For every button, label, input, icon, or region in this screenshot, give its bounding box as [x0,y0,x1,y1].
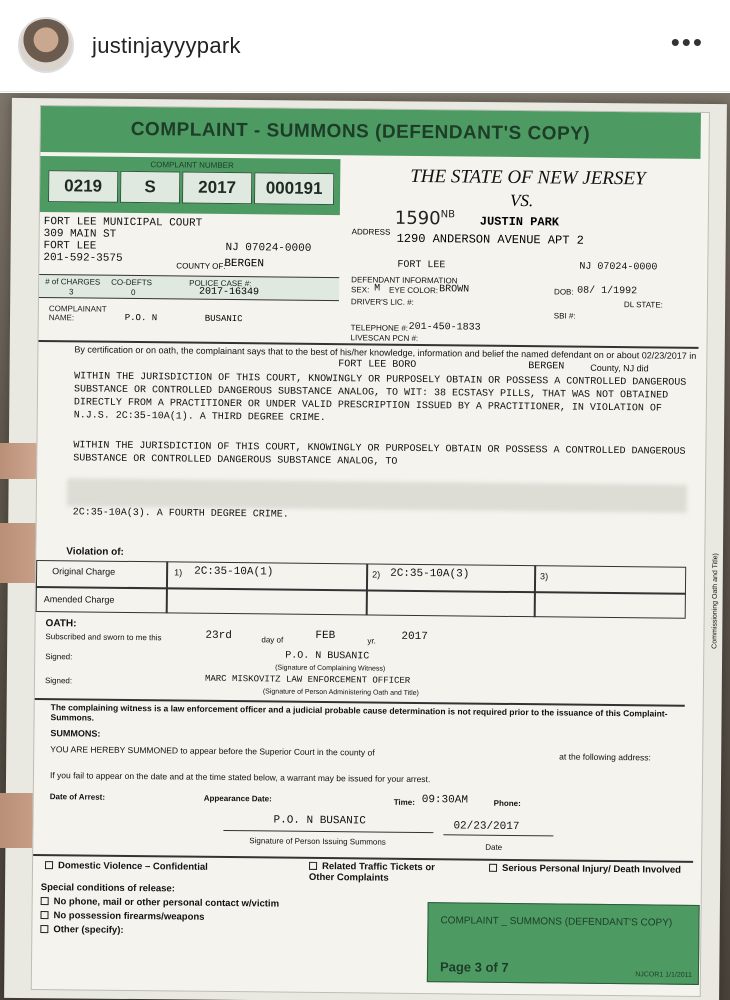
summons-label: SUMMONS: [50,728,101,739]
date-caption: Date [485,842,503,852]
charges-count: 3 [68,287,74,297]
codefts-label: CO-DEFTS [111,277,153,288]
phone-label: Phone: [493,798,521,809]
year: 2017 [182,171,252,204]
checkbox[interactable] [40,912,48,920]
condition-no-contact[interactable]: No phone, mail or other personal contact w/victim [41,896,280,909]
summons-text: YOU ARE HEREBY SUMMONED to appear before the Superior Court in the county of [50,744,375,758]
page-number: Page 3 of 7 [439,959,509,975]
condition-no-firearms[interactable]: No possession firearms/weapons [40,910,204,923]
charge-text-3: 2C:35-10A(3). A FOURTH DEGREE CRIME. [72,507,289,521]
date-line [443,834,553,836]
time-label: Time: [393,797,415,807]
witness-caption: (Signature of Complaining Witness) [275,664,386,673]
appearance-date-label: Appearance Date: [203,793,272,804]
username[interactable]: justinjayyypark [92,33,241,58]
oath-label: OATH: [45,618,77,630]
issuer-caption: Signature of Person Issuing Summons [249,836,386,847]
original-charge-label: Original Charge [52,566,116,577]
side-caption: Commissioning Oath and Title) [711,553,720,649]
issue-date: 02/23/2017 [453,820,520,834]
state-title: THE STATE OF NEW JERSEY [410,165,646,190]
footer-banner [427,902,700,985]
complaint-summons-form [31,105,720,997]
court-code: 0219 [48,170,118,203]
codefts-value: 0 [130,287,136,298]
checkbox[interactable] [40,926,48,934]
defendant-address: 1290 ANDERSON AVENUE APT 2 [396,231,584,248]
police-case-value: 2017-16349 [198,286,260,299]
court-city: FORT LEE NJ 07024-0000 [43,240,312,255]
defendant-info-label: DEFENDANT INFORMATION [351,275,458,286]
avatar[interactable] [18,17,74,73]
charge-3-num: 3) [540,571,549,582]
form-code: NJCOR1 1/1/2011 [635,971,692,979]
address-text: at the following address: [559,751,651,763]
telephone-value: 201-450-1833 [408,321,481,334]
violation-label: Violation of: [66,546,124,558]
versus: VS. [509,190,534,211]
court-name: FORT LEE MUNICIPAL COURT [43,216,203,230]
checkbox[interactable] [309,862,317,870]
county-suffix: County, NJ did [590,362,649,374]
condition-other[interactable]: Other (specify): [40,924,123,936]
warrant-warning: If you fail to appear on the date and at the time stated below, a warrant may be issued for your arrest. [49,770,431,785]
telephone-label: TELEPHONE #: [350,323,409,333]
location: FORT LEE BORO [338,359,417,371]
day-of-label: day of [261,635,284,645]
sex-value: M [374,283,381,295]
special-conditions-label: Special conditions of release: [40,882,175,895]
post-header [0,0,730,92]
traffic-checkbox[interactable]: Related Traffic Tickets or Other Complaints [308,860,435,884]
complainant-row [39,300,339,331]
complaint-number-label: COMPLAINT NUMBER [150,160,234,171]
sbi-label: SBI #: [553,311,576,321]
handwritten-address-number: $1590^{NB}$ [394,207,456,230]
defendant-city: FORT LEE [397,259,446,272]
date-of-arrest-label: Date of Arrest: [49,792,106,802]
officer-signature: MARC MISKOVITZ LAW ENFORCEMENT OFFICER [204,673,411,686]
address-label: ADDRESS [351,227,391,237]
county-value: BERGEN [224,257,265,271]
appearance-time: 09:30AM [421,794,469,807]
checkbox[interactable] [489,864,497,872]
injury-checkbox[interactable]: Serious Personal Injury/ Death Involved [489,863,699,876]
checkbox[interactable] [41,898,49,906]
footer-title: COMPLAINT _ SUMMONS (DEFENDANT'S COPY) [440,915,673,929]
form-title: COMPLAINT - SUMMONS (DEFENDANT'S COPY) [130,118,591,145]
dv-checkbox[interactable]: Domestic Violence – Confidential [45,860,208,873]
signed-label: Signed: [45,652,73,662]
court-street: 309 MAIN ST [43,228,117,241]
charges-row [39,274,339,301]
signed-label-2: Signed: [44,676,73,686]
court-phone: 201-592-3575 [43,252,123,265]
probable-cause-notice: The complaining witness is a law enforcement officer and a judicial probable cause determination is not required prior to the issuance of this Complaint-Summons. [50,702,668,723]
checkbox[interactable] [45,862,53,870]
oath-year: 2017 [401,630,428,644]
drivers-license-label: DRIVER'S LIC. #: [350,297,414,307]
charge-2: 2C:35-10A(3) [390,567,470,581]
complainant-label: COMPLAINANT NAME: [48,304,107,323]
charge-1-num: 1) [174,567,183,578]
oath-month: FEB [315,629,336,643]
livescan-label: LIVESCAN PCN #: [350,333,419,343]
witness-signature: P.O. N BUSANIC [285,650,370,663]
oath-day: 23rd [205,629,232,643]
charge-1: 2C:35-10A(1) [194,565,274,579]
county-name: BERGEN [528,361,565,373]
title-banner [41,106,701,159]
complainant-name-a: P.O. N [124,312,158,324]
sex-label: SEX: [351,285,370,295]
defendant-state-zip: NJ 07024-0000 [579,261,658,274]
complainant-name-b: BUSANIC [204,313,243,325]
dl-state-label: DL STATE: [623,300,663,310]
complaint-number-block [40,156,341,215]
more-horizontal-icon[interactable]: ••• [670,27,704,57]
dob-value: 08/ 1/1992 [577,285,638,298]
amended-charge-label: Amended Charge [43,594,115,605]
certification-text: By certification or on oath, the complainant says that to the best of his/her knowledge, information and belief the named defendant on or about 02/23/2017 in [74,344,697,361]
charges-count-label: # of CHARGES [45,277,101,287]
eye-color-label: EYE COLOR: [389,285,439,296]
sequence-number: 000191 [254,172,334,205]
county-label: COUNTY OF: [176,261,226,271]
police-case-label: POLICE CASE #: [189,278,252,289]
charge-text-2: WITHIN THE JURISDICTION OF THIS COURT, KNOWINGLY OR PURPOSELY OBTAIN OR POSSESS A CONTROLLED DANGEROUS SUBSTANCE OR CONTROLLED DANGEROUS SUBSTANCE ANALOG, TO [73,440,686,468]
charge-2-num: 2) [372,569,381,580]
eye-color-value: BROWN [439,284,470,296]
signature-line [223,830,433,833]
defendant-name: JUSTIN PARK [479,214,560,230]
issuer-signature: P.O. N BUSANIC [273,814,367,828]
officer-caption: (Signature of Person Administering Oath and Title) [262,688,419,697]
dob-label: DOB: [554,287,574,297]
sworn-text: Subscribed and sworn to me this [45,632,162,643]
prefix: S [120,171,180,204]
yr-label: yr. [367,636,376,646]
charge-text-1: WITHIN THE JURISDICTION OF THIS COURT, KNOWINGLY OR PURPOSELY OBTAIN OR POSSESS A CONTROLLED DANGEROUS SUBSTANCE OR CONTROLLED DANGEROUS SUBSTANCE ANALOG, TO WIT: 38 ECSTASY PILLS, THAT WAS NOT OBTAINED DIRECTLY FROM A PRACTITIONER OR UNDER VALID PRESCRIPTION ISSUED BY A PRACTITIONER, IN VIOLATION OF N.J.S. 2C:35-10A(1). A THIRD DEGREE CRIME. [73,371,687,425]
